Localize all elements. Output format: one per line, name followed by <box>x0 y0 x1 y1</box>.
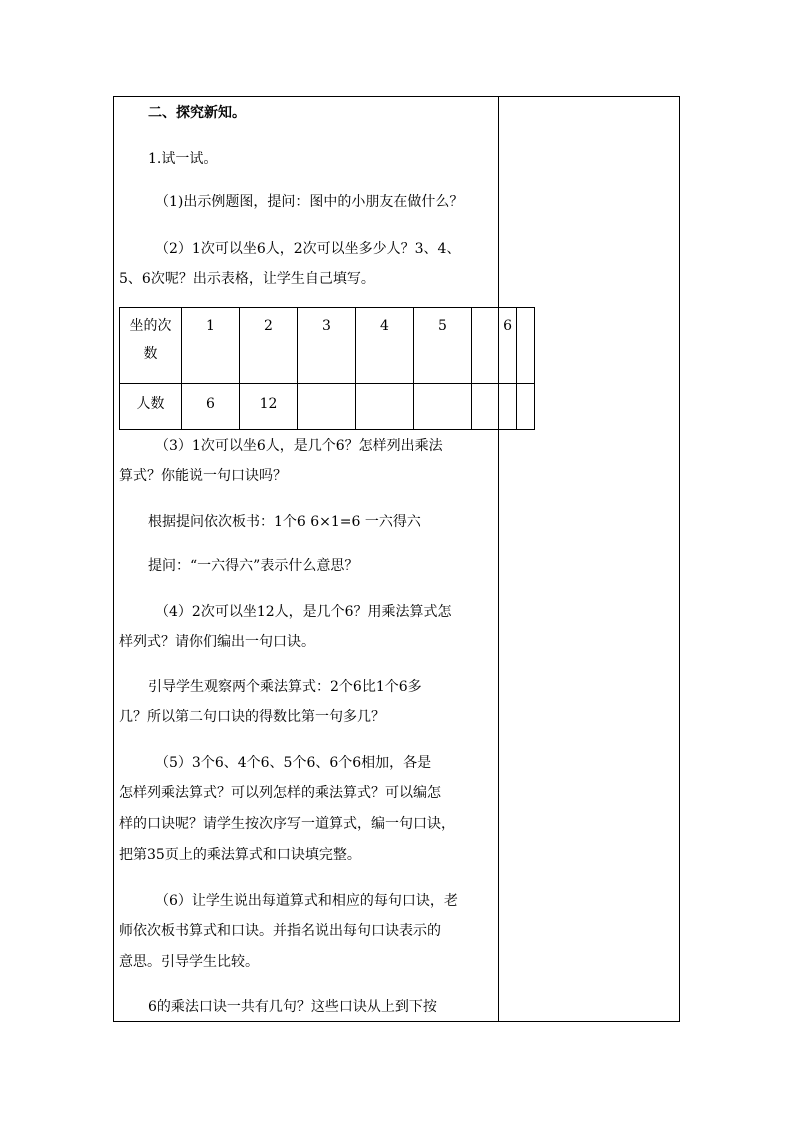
paragraph-10: 6的乘法口诀一共有几句？这些口诀从上到下按 <box>148 999 437 1015</box>
paragraph-8-line-1: （5）3个6、4个6、5个6、6个6相加，各是 <box>155 755 432 771</box>
paragraph-8-line-2: 怎样列乘法算式？可以列怎样的乘法算式？可以编怎 <box>119 785 441 801</box>
paragraph-8-line-4: 把第35页上的乘法算式和口诀填完整。 <box>119 847 361 863</box>
table-cell <box>472 384 517 430</box>
paragraph-8-line-3: 样的口诀呢？请学生按次序写一道算式，编一句口诀， <box>119 816 455 832</box>
subsection-title: 1.试一试。 <box>148 151 218 167</box>
table-header-rides <box>120 308 182 384</box>
paragraph-7-line-1: 引导学生观察两个乘法算式：2个6比1个6多 <box>148 679 422 695</box>
paragraph-6-line-1: （4）2次可以坐12人，是几个6？用乘法算式怎 <box>155 604 452 620</box>
table-row <box>120 384 535 430</box>
paragraph-9-line-2: 师依次板书算式和口诀。并指名说出每句口诀表示的 <box>119 923 441 939</box>
column-divider <box>498 96 499 1022</box>
header-rides-line-1: 坐的次 <box>129 318 172 334</box>
table-row <box>120 308 535 384</box>
paragraph-1: （1)出示例题图，提问：图中的小朋友在做什么？ <box>155 194 464 210</box>
table-cell <box>414 384 472 430</box>
table-cell: 1 <box>182 308 240 384</box>
paragraph-3-line-1: （3）1次可以坐6人，是几个6？怎样列出乘法 <box>155 438 443 454</box>
paragraph-4: 根据提问依次板书：1个6 6×1=6 一六得六 <box>148 514 421 530</box>
table-cell: 4 <box>356 308 414 384</box>
paragraph-9-line-1: （6）让学生说出每道算式和相应的每句口诀，老 <box>155 893 458 909</box>
paragraph-2-line-1: （2）1次可以坐6人，2次可以坐多少人？3、4、 <box>155 241 461 257</box>
table-cell: 3 <box>298 308 356 384</box>
table-cell: 6 <box>182 384 240 430</box>
paragraph-3-line-2: 算式？你能说一句口诀吗？ <box>119 468 287 484</box>
header-rides-line-2: 数 <box>143 346 158 362</box>
table-cell <box>356 384 414 430</box>
table-cell: 5 <box>414 308 472 384</box>
section-title: 二、探究新知。 <box>148 105 246 121</box>
table-cell: 6 <box>472 308 517 384</box>
table-cell <box>298 384 356 430</box>
paragraph-7-line-2: 几？所以第二句口诀的得数比第一句多几？ <box>119 709 385 725</box>
table-cell: 12 <box>240 384 298 430</box>
seating-table <box>119 307 535 430</box>
table-cell <box>517 384 535 430</box>
paragraph-2-line-2: 5、6次呢？出示表格，让学生自己填写。 <box>119 271 375 287</box>
paragraph-6-line-2: 样列式？请你们编出一句口诀。 <box>119 634 315 650</box>
table-header-people: 人数 <box>120 384 182 430</box>
table-cell <box>517 308 535 384</box>
paragraph-5: 提问：“一六得六”表示什么意思？ <box>148 558 359 574</box>
paragraph-9-line-3: 意思。引导学生比较。 <box>119 954 259 970</box>
table-cell: 2 <box>240 308 298 384</box>
